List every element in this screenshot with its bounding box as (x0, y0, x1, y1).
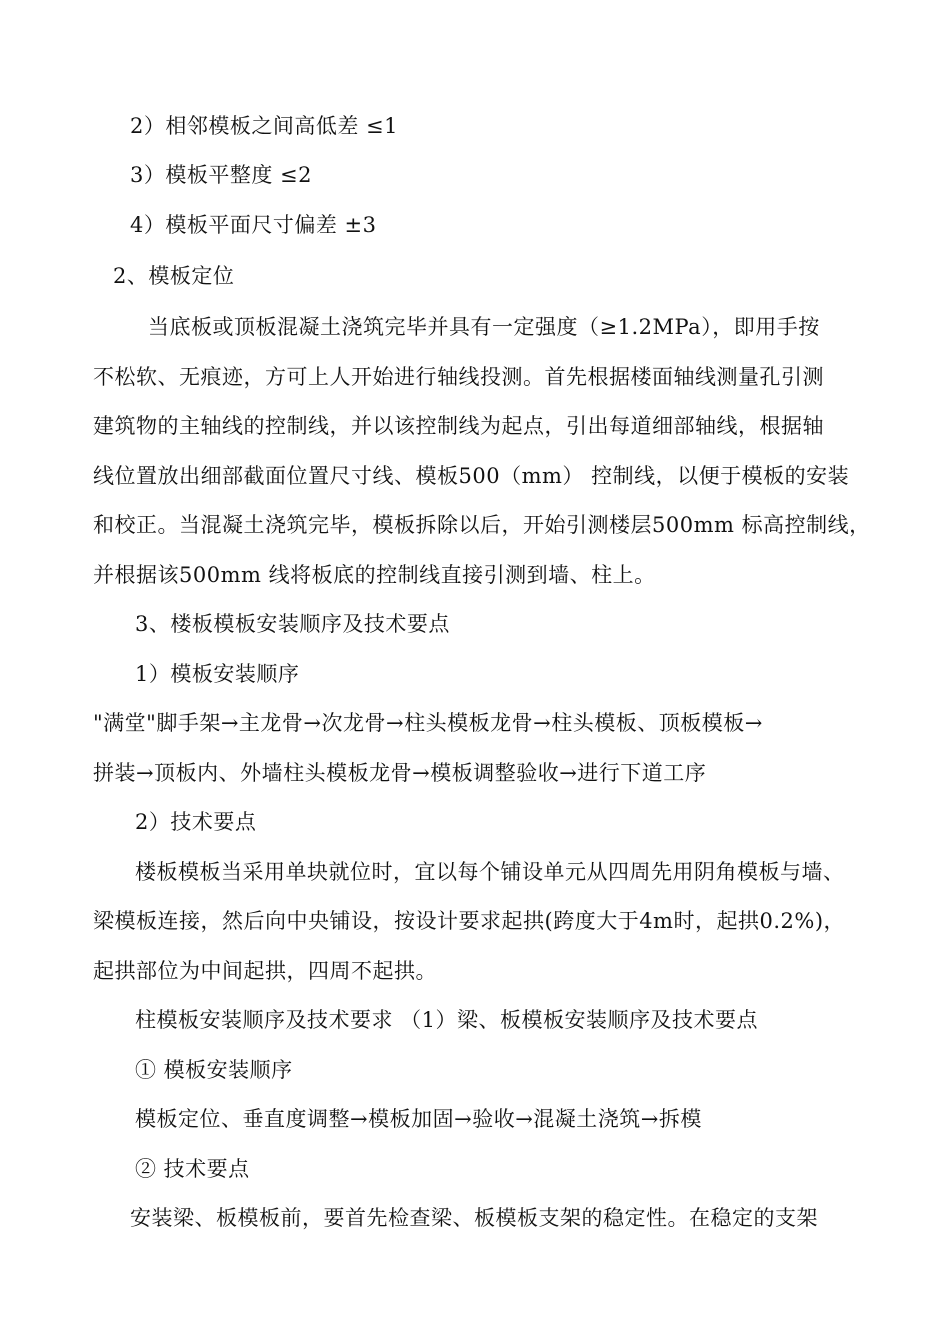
subheading-install-sequence-2: ① 模板安装顺序 (135, 1058, 293, 1082)
paragraph-line: 当底板或顶板混凝土浇筑完毕并具有一定强度（≥1.2MPa），即用手按 (148, 315, 820, 339)
list-item-flatness: 3）模板平整度 ≤2 (130, 163, 312, 187)
sequence-line: 拼装→顶板内、外墙柱头模板龙骨→模板调整验收→进行下道工序 (93, 761, 707, 785)
paragraph-line: 梁模板连接，然后向中央铺设，按设计要求起拱(跨度大于4m时，起拱0.2%)， (93, 909, 846, 933)
subheading-technical-points-2: ② 技术要点 (135, 1157, 250, 1181)
subheading-install-sequence: 1）模板安装顺序 (135, 662, 300, 686)
section-heading-column-formwork: 柱模板安装顺序及技术要求 （1）梁、板模板安装顺序及技术要点 (135, 1008, 759, 1032)
paragraph-line: 起拱部位为中间起拱，四周不起拱。 (93, 959, 437, 983)
paragraph-line: 不松软、无痕迹，方可上人开始进行轴线投测。首先根据楼面轴线测量孔引测 (93, 365, 824, 389)
paragraph-line: 安装梁、板模板前，要首先检查梁、板模板支架的稳定性。在稳定的支架 (130, 1206, 818, 1230)
list-item-dimension-deviation: 4）模板平面尺寸偏差 ±3 (130, 213, 377, 237)
sequence-line: "满堂"脚手架→主龙骨→次龙骨→柱头模板龙骨→柱头模板、顶板模板→ (93, 711, 763, 735)
section-heading-floor-formwork: 3、楼板模板安装顺序及技术要点 (135, 612, 450, 636)
paragraph-line: 建筑物的主轴线的控制线，并以该控制线为起点，引出每道细部轴线，根据轴 (93, 414, 824, 438)
paragraph-line: 楼板模板当采用单块就位时，宜以每个铺设单元从四周先用阴角模板与墙、 (135, 860, 845, 884)
sequence-line: 模板定位、垂直度调整→模板加固→验收→混凝土浇筑→拆模 (135, 1107, 702, 1131)
section-heading-formwork-positioning: 2、模板定位 (113, 264, 235, 288)
paragraph-line: 并根据该500mm 线将板底的控制线直接引测到墙、柱上。 (93, 563, 656, 587)
paragraph-line: 线位置放出细部截面位置尺寸线、模板500（mm） 控制线，以便于模板的安装 (93, 464, 850, 488)
paragraph-line: 和校正。当混凝土浇筑完毕，模板拆除以后，开始引测楼层500mm 标高控制线， (93, 513, 871, 537)
list-item-height-difference: 2）相邻模板之间高低差 ≤1 (130, 114, 398, 138)
subheading-technical-points: 2）技术要点 (135, 810, 257, 834)
